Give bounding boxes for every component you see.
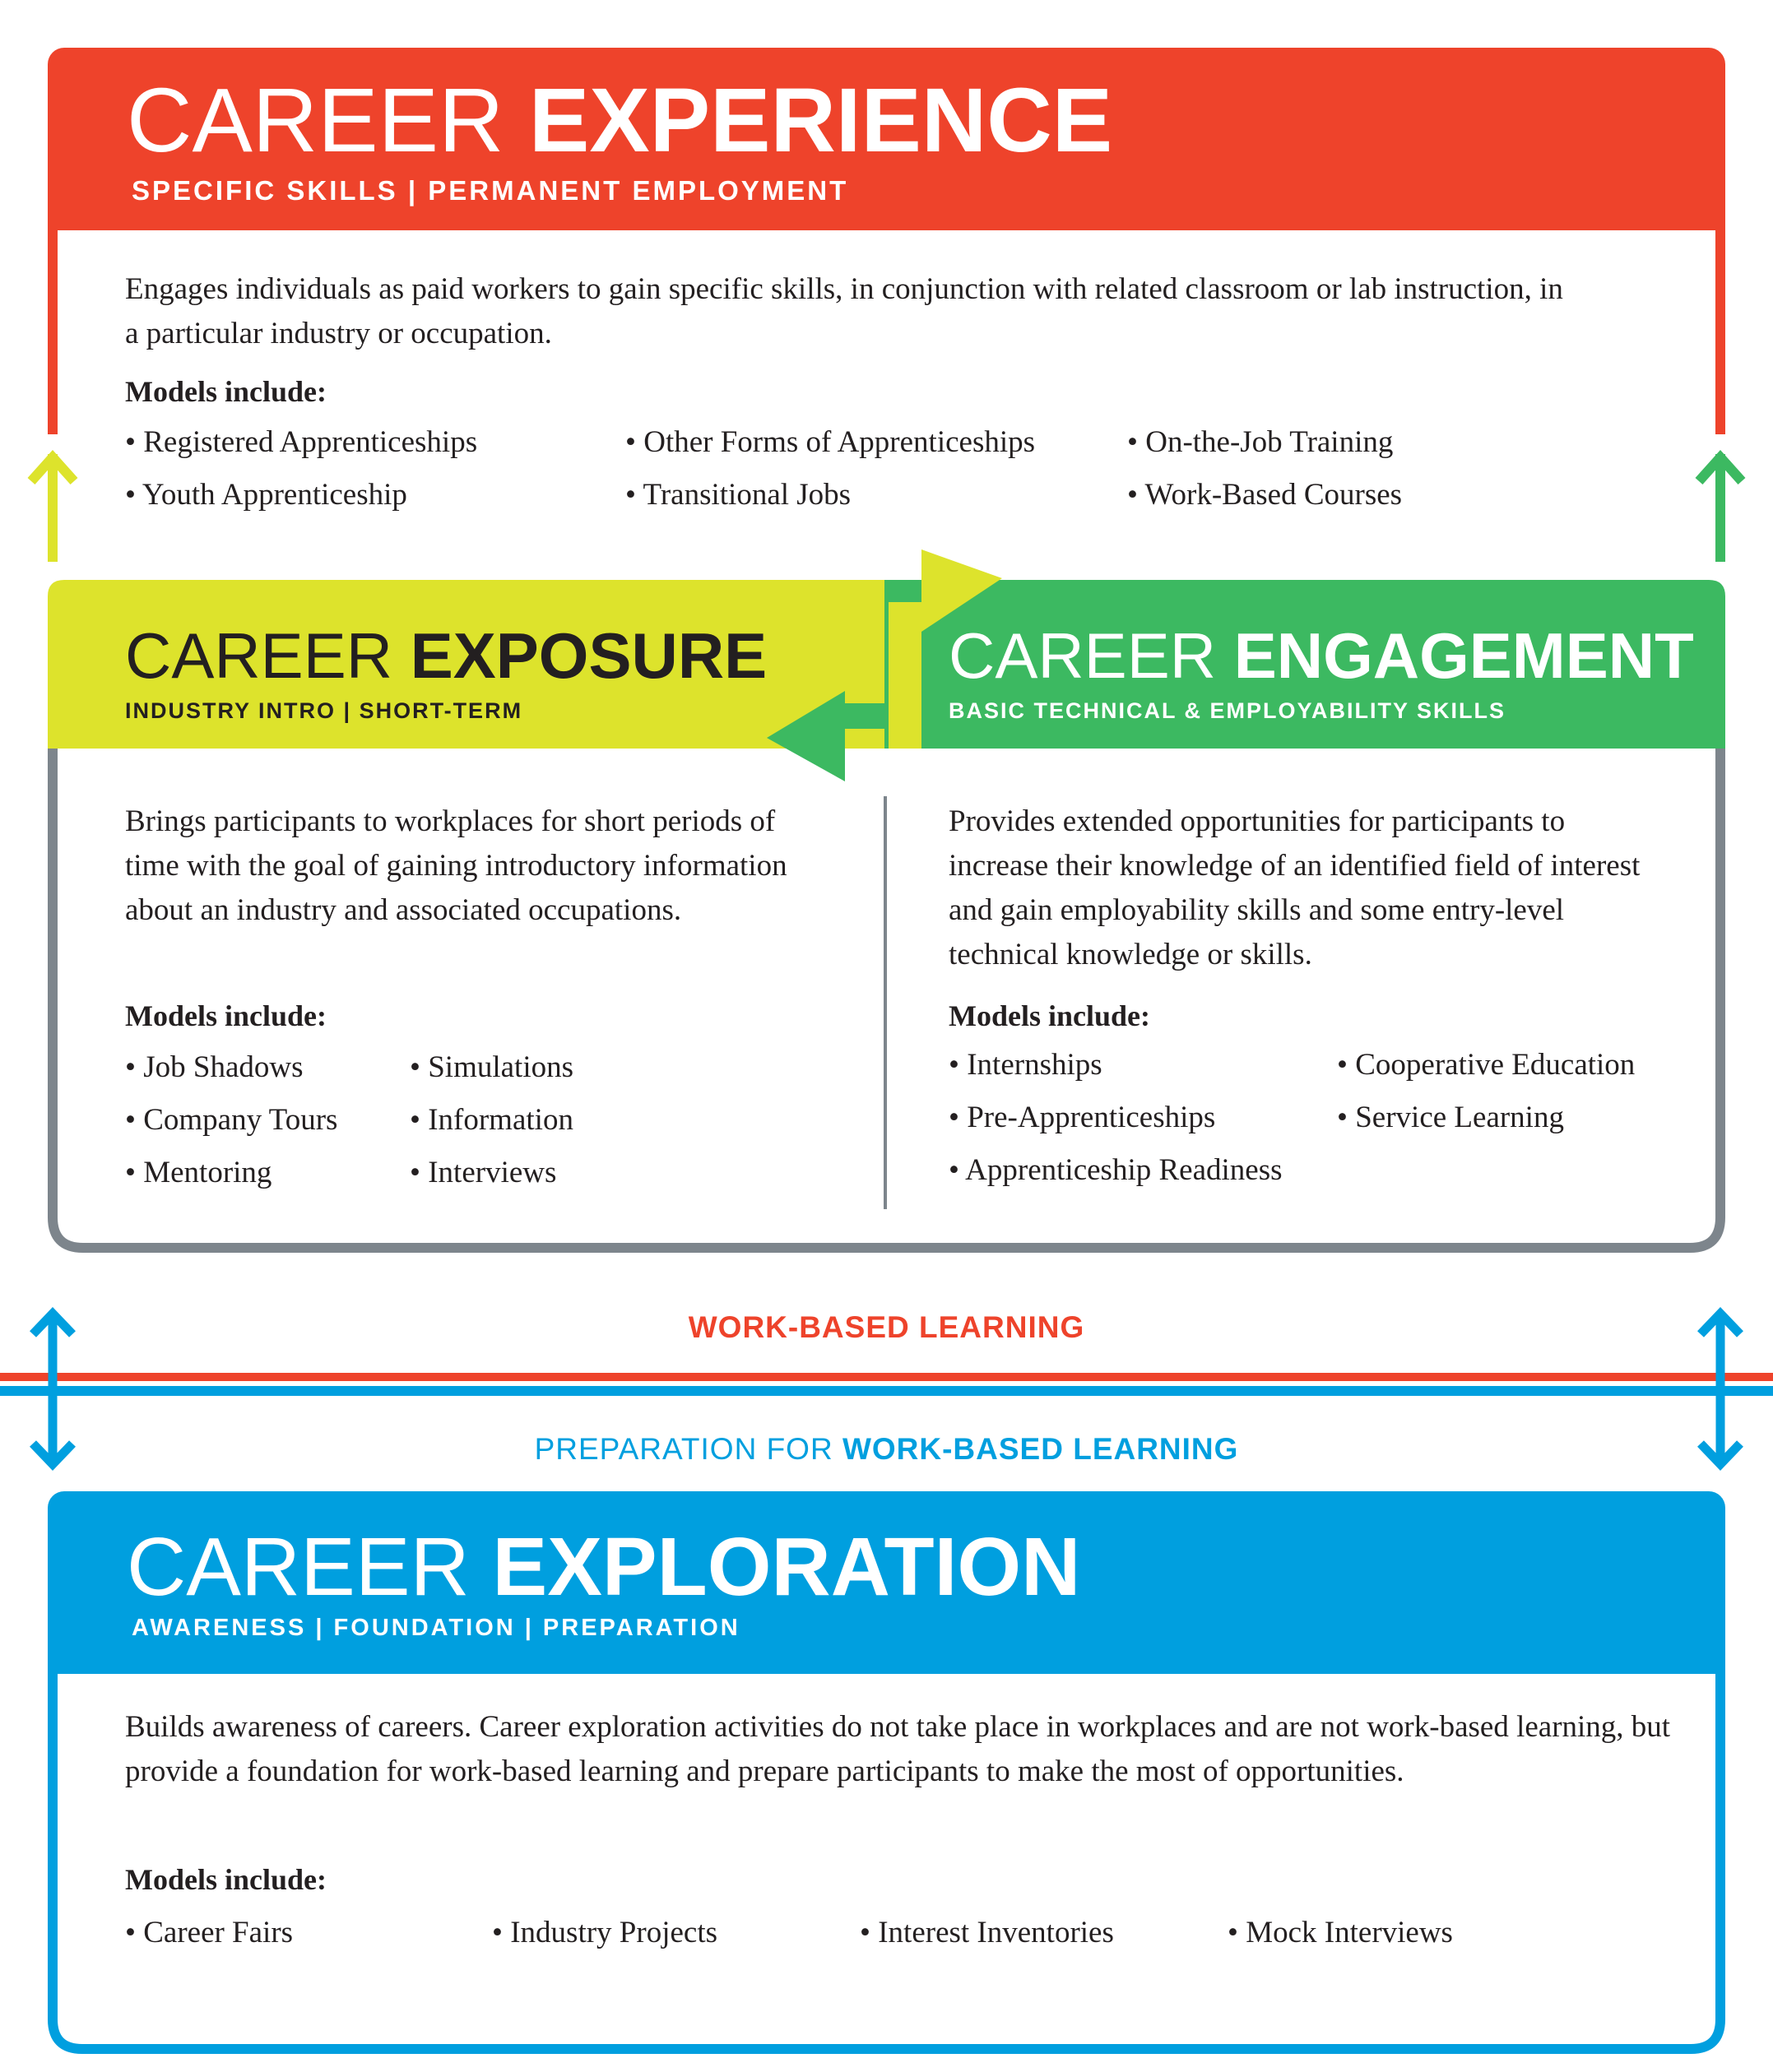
- experience-left-line: [48, 222, 58, 434]
- exposure-title-bold: EXPOSURE: [410, 619, 768, 692]
- exposure-models-label: Models include:: [125, 999, 327, 1032]
- experience-model-item: • Other Forms of Apprenticeships: [625, 424, 1035, 460]
- exposure-title: [125, 619, 768, 692]
- preparation-label: [0, 1432, 1773, 1467]
- engagement-model-item: • Apprenticeship Readiness: [949, 1152, 1283, 1188]
- experience-model-item: • On-the-Job Training: [1127, 424, 1393, 460]
- experience-subtitle: SPECIFIC SKILLS | PERMANENT EMPLOYMENT: [132, 175, 849, 206]
- engagement-description: Provides extended opportunities for participants to increase their knowledge of an identified field of interest and gain employability skills and some entry-level technical knowledge or skills.: [949, 804, 1641, 971]
- exploration-model-item: • Interest Inventories: [860, 1915, 1114, 1950]
- exposure-to-experience-arrow: [31, 454, 74, 562]
- work-based-learning-line: [0, 1373, 1773, 1381]
- exposure-model-item: • Simulations: [410, 1050, 573, 1085]
- preparation-line: [0, 1386, 1773, 1396]
- work-based-learning-label: WORK-BASED LEARNING: [688, 1310, 1085, 1344]
- experience-title-bold: EXPERIENCE: [528, 70, 1113, 171]
- exploration-subtitle: AWARENESS | FOUNDATION | PREPARATION: [132, 1615, 740, 1641]
- exposure-model-item: • Company Tours: [125, 1102, 337, 1138]
- engagement-model-item: • Cooperative Education: [1337, 1047, 1635, 1082]
- engagement-subtitle: BASIC TECHNICAL & EMPLOYABILITY SKILLS: [949, 698, 1506, 723]
- exploration-title: [127, 1521, 1081, 1613]
- engagement-model-item: • Internships: [949, 1047, 1102, 1082]
- preparation-label-bold: WORK-BASED LEARNING: [842, 1432, 1239, 1466]
- exploration-title-bold: EXPLORATION: [492, 1521, 1081, 1613]
- experience-model-item: • Work-Based Courses: [1127, 477, 1402, 512]
- exposure-model-item: • Interviews: [410, 1155, 556, 1190]
- exploration-models-label: Models include:: [125, 1863, 327, 1896]
- experience-model-item: • Registered Apprenticeships: [125, 424, 477, 460]
- middle-divider-line: [884, 796, 887, 1209]
- exposure-title-light: CAREER: [125, 619, 411, 692]
- experience-right-line: [1715, 222, 1725, 434]
- experience-description: Engages individuals as paid workers to gain specific skills, in conjunction with related classroom or lab instruction, in a particular industry or occupation.: [125, 272, 1563, 350]
- engagement-title-bold: ENGAGEMENT: [1233, 619, 1694, 692]
- engagement-models-label: Models include:: [949, 999, 1151, 1032]
- engagement-model-item: • Service Learning: [1337, 1100, 1564, 1135]
- exposure-subtitle: INDUSTRY INTRO | SHORT-TERM: [125, 698, 523, 723]
- experience-title: [127, 70, 1113, 171]
- experience-title-light: CAREER: [127, 70, 529, 171]
- exposure-description: Brings participants to workplaces for short periods of time with the goal of gaining introductory information about an industry and associated occupations.: [125, 804, 787, 927]
- experience-model-item: • Transitional Jobs: [625, 477, 851, 512]
- exposure-model-item: • Mentoring: [125, 1155, 272, 1190]
- engagement-model-item: • Pre-Apprenticeships: [949, 1100, 1215, 1135]
- exposure-model-item: • Job Shadows: [125, 1050, 304, 1085]
- experience-models-label: Models include:: [125, 375, 327, 408]
- exploration-model-item: • Industry Projects: [492, 1915, 717, 1950]
- band-seam: [884, 602, 889, 749]
- engagement-title-light: CAREER: [949, 619, 1234, 692]
- exposure-model-item: • Information: [410, 1102, 573, 1138]
- exploration-model-item: • Career Fairs: [125, 1915, 293, 1950]
- preparation-label-light: PREPARATION FOR: [534, 1432, 842, 1466]
- engagement-to-experience-arrow: [1699, 454, 1742, 562]
- experience-model-item: • Youth Apprenticeship: [125, 477, 407, 512]
- exploration-description: Builds awareness of careers. Career exploration activities do not take place in workplaces and are not work-based learning, but provide a foundation for work-based learning and prepare participants to make the most of opportunities.: [125, 1710, 1671, 1788]
- exploration-model-item: • Mock Interviews: [1228, 1915, 1453, 1950]
- exploration-title-light: CAREER: [127, 1521, 493, 1613]
- engagement-title: [949, 619, 1694, 692]
